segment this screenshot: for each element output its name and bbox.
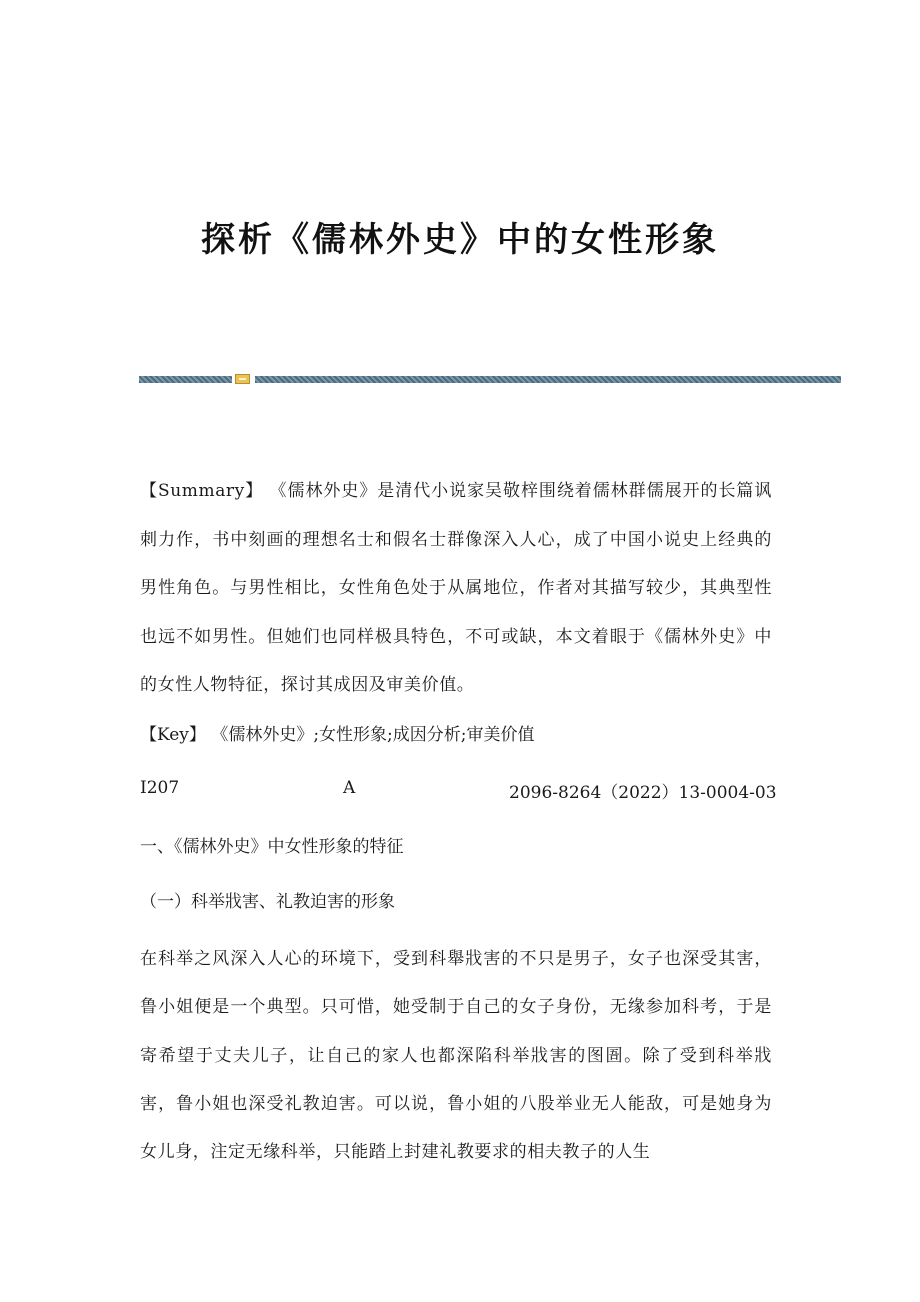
keywords-label: 【Key】 xyxy=(140,725,206,745)
body-paragraph: 在科举之风深入人心的环境下，受到科舉戕害的不只是男子，女子也深受其害，鲁小姐便是一个典型。只可惜，她受制于自己的女子身份，无缘参加科考，于是寄希望于丈夫儿子，让自己的家人也都深陷科举戕害的图圄。除了受到科举戕害，鲁小姐也深受礼教迫害。可以说，鲁小姐的八股举业无人能敌，可是她身为女儿身，注定无缘科举，只能踏上封建礼教要求的相夫教子的人生 xyxy=(140,949,772,1163)
divider-emblem-icon xyxy=(235,374,250,384)
keywords-line xyxy=(140,720,535,745)
subsection-heading: （一）科举戕害、礼教迫害的形象 xyxy=(140,892,395,912)
classification-row xyxy=(140,778,777,803)
title-divider xyxy=(139,374,841,384)
article-number: 2096-8264（2022）13-0004-03 xyxy=(509,783,777,803)
divider-bar-left xyxy=(139,376,232,383)
summary-paragraph xyxy=(140,467,772,710)
summary-text: 《儒林外史》是清代小说家吴敬梓围绕着儒林群儒展开的长篇讽刺力作，书中刻画的理想名士和假名士群像深入人心，成了中国小说史上经典的男性角色。与男性相比，女性角色处于从属地位，作者对其描写较少，其典型性也远不如男性。但她们也同样极具特色，不可或缺，本文着眼于《儒林外史》中的女性人物特征，探讨其成因及审美价值。 xyxy=(140,481,772,695)
document-title: 探析《儒林外史》中的女性形象 xyxy=(201,220,719,260)
summary-label: 【Summary】 xyxy=(140,481,264,501)
divider-bar-right xyxy=(255,376,841,383)
clc-number: I207 xyxy=(140,778,180,798)
document-code: A xyxy=(343,778,356,798)
section-heading: 一、《儒林外史》中女性形象的特征 xyxy=(140,837,404,857)
keywords-text: 《儒林外史》;女性形象;成因分析;审美价值 xyxy=(211,725,535,745)
